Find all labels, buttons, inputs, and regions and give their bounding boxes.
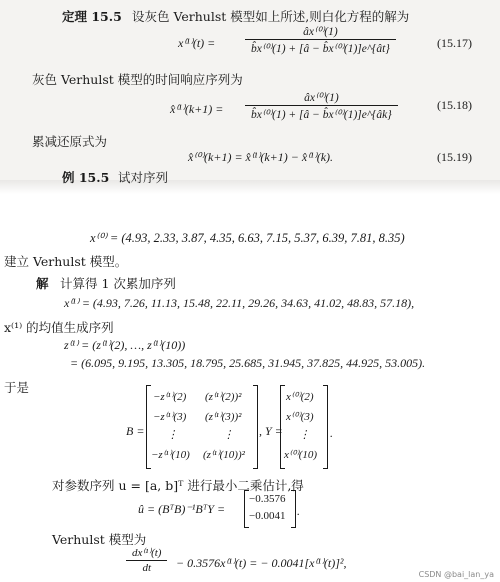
vector-y-cell: x⁽⁰⁾(2): [286, 391, 314, 403]
model-fraction: [126, 546, 167, 574]
example-text: 试对序列: [118, 170, 169, 185]
eq2-denominator: b̂x⁽⁰⁾(1) + [â − b̂x⁽⁰⁾(1)]e^{âk}: [251, 109, 392, 121]
eq2-number: (15.18): [437, 98, 472, 112]
model-rhs: − 0.3576x⁽¹⁾(t) = − 0.0041[x⁽¹⁾(t)]²,: [176, 556, 347, 570]
sequence-x1: x⁽¹⁾ = (4.93, 7.26, 11.13, 15.48, 22.11, 29.26, 34.63, 41.02, 48.83, 57.18),: [64, 296, 415, 310]
matrix-b-cell: (z⁽¹⁾(2))²: [205, 391, 242, 403]
matrix-b: [146, 386, 258, 468]
u-hat-lhs: û = (BᵀB)⁻¹BᵀY =: [138, 502, 226, 516]
vector-y-cell: x⁽⁰⁾(10): [284, 449, 318, 461]
watermark: CSDN @bai_lan_ya: [418, 570, 494, 579]
theorem-text: 设灰色 Verhulst 模型如上所述,则白化方程的解为: [132, 9, 410, 24]
response-text: 灰色 Verhulst 模型的时间响应序列为: [32, 72, 243, 87]
vector-y-cell: ⋮: [299, 429, 310, 441]
matrix-b-cell: (z⁽¹⁾(10))²: [203, 449, 245, 461]
example-label: 例 15.5: [62, 170, 110, 185]
mean-text: x⁽¹⁾ 的均值生成序列: [4, 320, 114, 335]
matrix-b-cell: (z⁽¹⁾(3))²: [205, 411, 242, 423]
u-hat-end: .: [297, 504, 300, 518]
lsq-text: 对参数序列 u = [a, b]ᵀ 进行最小二乘估计,得: [52, 478, 304, 493]
matrix-b-cell: ⋮: [223, 429, 234, 441]
matrix-b-cell: −z⁽¹⁾(2): [153, 391, 187, 403]
vector-y: [280, 386, 328, 468]
model-denominator: dt: [142, 562, 152, 574]
theorem-label: 定理 15.5: [62, 9, 122, 24]
eq1-number: (15.17): [437, 36, 472, 50]
matrix-b-cell: −z⁽¹⁾(3): [153, 411, 187, 423]
model-text: Verhulst 模型为: [52, 532, 147, 547]
restore-text: 累减还原式为: [32, 134, 108, 149]
solve-label: 解: [36, 276, 49, 291]
eq1-fraction: [245, 24, 396, 55]
vector-y-end: .: [330, 426, 333, 440]
matrix-b-label: B =: [126, 424, 145, 438]
model-numerator: dx⁽¹⁾(t): [132, 547, 162, 559]
u-hat-cell: −0.3576: [249, 493, 286, 505]
eq1-lhs: x⁽¹⁾(t) =: [178, 36, 216, 50]
eq1-numerator: âx⁽⁰⁾(1): [303, 26, 338, 38]
eq2-numerator: âx⁽⁰⁾(1): [304, 92, 339, 104]
hence-text: 于是: [4, 380, 30, 395]
eq1-denominator: b̂x⁽⁰⁾(1) + [â − b̂x⁽⁰⁾(1)]e^{ât}: [251, 43, 390, 55]
vector-y-cell: x⁽⁰⁾(3): [286, 411, 314, 423]
eq3: x̂⁽⁰⁾(k+1) = x̂⁽¹⁾(k+1) − x̂⁽¹⁾(k).: [188, 150, 334, 164]
u-hat-vector: [244, 491, 296, 527]
eq2-lhs: x̂⁽¹⁾(k+1) =: [170, 102, 224, 116]
eq3-number: (15.19): [437, 150, 472, 164]
vector-y-label: , Y =: [259, 424, 283, 438]
solve-text: 计算得 1 次累加序列: [60, 276, 176, 291]
matrix-b-cell: ⋮: [167, 429, 178, 441]
u-hat-cell: −0.0041: [249, 510, 286, 522]
sequence-x0: x⁽⁰⁾ = (4.93, 2.33, 3.87, 4.35, 6.63, 7.15, 5.37, 6.39, 7.81, 8.35): [90, 231, 405, 245]
sequence-z1-values: = (6.095, 9.195, 13.305, 18.795, 25.685, 31.945, 37.825, 44.925, 53.005).: [70, 356, 426, 370]
eq2-fraction: [245, 90, 398, 121]
matrix-b-cell: −z⁽¹⁾(10): [151, 449, 190, 461]
build-text: 建立 Verhulst 模型。: [4, 254, 128, 269]
sequence-z1-def: z⁽¹⁾ = (z⁽¹⁾(2), …, z⁽¹⁾(10)): [64, 338, 186, 352]
